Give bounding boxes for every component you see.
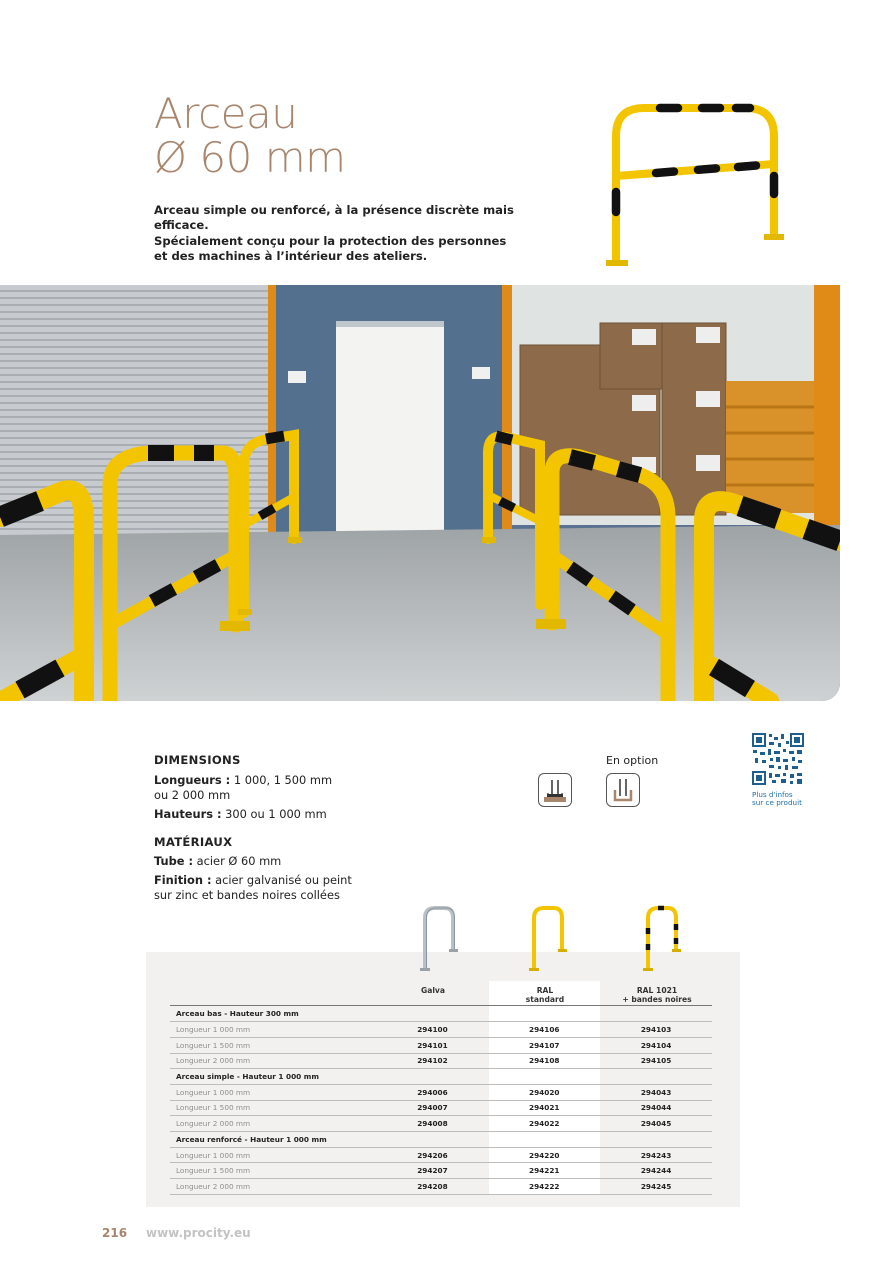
dimensions-lengths [154,773,332,803]
group-row-low [170,1006,712,1022]
ref-galva: 294006 [377,1084,489,1100]
dimensions-title: DIMENSIONS [154,753,241,767]
ref-ral-standard: 294222 [488,1179,600,1195]
table-row [170,1147,712,1163]
embedded-fixing-icon [606,773,640,807]
row-label: Longueur 1 000 mm [170,1147,377,1163]
option-label: En option [606,754,659,767]
row-label: Longueur 1 000 mm [170,1084,377,1100]
row-label: Longueur 2 000 mm [170,1179,377,1195]
column-head-galva [377,986,489,995]
table-row [170,1053,712,1069]
ref-ral-standard: 294220 [488,1147,600,1163]
base-plate-fixing-icon [538,773,572,807]
dimensions-heights [154,807,327,822]
finish-label: Finition : [154,873,212,887]
ref-galva: 294008 [377,1116,489,1132]
tube-value: acier Ø 60 mm [193,854,282,868]
ref-galva: 294102 [377,1053,489,1069]
heights-value: 300 ou 1 000 mm [221,807,327,821]
group-title: Arceau simple - Hauteur 1 000 mm [170,1069,712,1085]
ref-galva: 294100 [377,1022,489,1038]
ref-ral-1021: 294104 [600,1037,712,1053]
materials-finish [154,873,352,903]
lengths-value: 1 000, 1 500 mm [230,773,333,787]
intro-line-3: et des machines à l’intérieur des ateliers. [154,248,428,263]
product-intro [154,203,534,264]
column-head-ral-standard-line-1: RAL [536,986,554,995]
group-title: Arceau bas - Hauteur 300 mm [170,1006,712,1022]
row-label: Longueur 2 000 mm [170,1116,377,1132]
product-title [154,89,346,182]
warehouse-photo [0,285,840,701]
column-head-ral-standard [489,986,601,1004]
ref-ral-standard: 294107 [488,1037,600,1053]
ref-ral-standard: 294020 [488,1084,600,1100]
row-label: Longueur 1 500 mm [170,1163,377,1179]
ref-ral-1021: 294245 [600,1179,712,1195]
tube-label: Tube : [154,854,194,868]
qr-caption-line-1: Plus d'infos [752,790,793,799]
qr-caption-line-2: sur ce produit [752,798,802,808]
product-title-line-2: Ø 60 mm [154,133,346,182]
group-row-reinforced [170,1132,712,1148]
table-row [170,1084,712,1100]
lengths-label: Longueurs : [154,773,231,787]
ral-1021-black-bands-barrier-icon [638,904,684,974]
table-row [170,1116,712,1132]
column-head-galva-label: Galva [420,986,446,995]
ref-ral-1021: 294243 [600,1147,712,1163]
table-row [170,1100,712,1116]
ref-galva: 294207 [377,1163,489,1179]
intro-line-2: Spécialement conçu pour la protection des personnes [154,233,507,248]
ref-ral-standard: 294106 [488,1022,600,1038]
finish-value-cont: sur zinc et bandes noires collées [154,888,340,902]
ref-ral-standard: 294021 [488,1100,600,1116]
qr-code[interactable] [752,733,804,785]
website-link[interactable]: www.procity.eu [146,1226,251,1240]
ref-ral-1021: 294105 [600,1053,712,1069]
table-row [170,1037,712,1053]
column-head-ral-standard-line-2: standard [525,995,565,1004]
product-barrier-image [600,96,788,272]
row-label: Longueur 1 500 mm [170,1037,377,1053]
heights-label: Hauteurs : [154,807,222,821]
materials-title: MATÉRIAUX [154,835,233,849]
lengths-value-cont: ou 2 000 mm [154,788,231,802]
ref-galva: 294206 [377,1147,489,1163]
ref-ral-1021: 294244 [600,1163,712,1179]
ref-ral-standard: 294022 [488,1116,600,1132]
column-head-ral-1021-line-2: + bandes noires [622,995,692,1004]
ref-ral-standard: 294221 [488,1163,600,1179]
ref-galva: 294007 [377,1100,489,1116]
ral-standard-barrier-icon [524,904,570,974]
intro-line-1: Arceau simple ou renforcé, à la présence discrète mais efficace. [154,203,514,233]
ref-ral-1021: 294045 [600,1116,712,1132]
column-head-ral-1021 [601,986,713,1004]
materials-tube [154,854,281,869]
group-title: Arceau renforcé - Hauteur 1 000 mm [170,1132,712,1148]
column-head-ral-1021-line-1: RAL 1021 [636,986,678,995]
row-label: Longueur 1 000 mm [170,1022,377,1038]
ref-galva: 294208 [377,1179,489,1195]
row-label: Longueur 1 500 mm [170,1100,377,1116]
ref-ral-standard: 294108 [488,1053,600,1069]
table-row [170,1022,712,1038]
ref-ral-1021: 294044 [600,1100,712,1116]
group-row-simple [170,1069,712,1085]
product-title-line-1: Arceau [154,89,298,138]
qr-caption [752,791,802,808]
table-row [170,1179,712,1195]
ref-ral-1021: 294043 [600,1084,712,1100]
ref-ral-1021: 294103 [600,1022,712,1038]
row-label: Longueur 2 000 mm [170,1053,377,1069]
table-row [170,1163,712,1179]
reference-table [170,1006,712,1195]
finish-value: acier galvanisé ou peint [211,873,352,887]
ref-galva: 294101 [377,1037,489,1053]
page-number: 216 [102,1226,128,1240]
galva-barrier-icon [415,904,461,974]
